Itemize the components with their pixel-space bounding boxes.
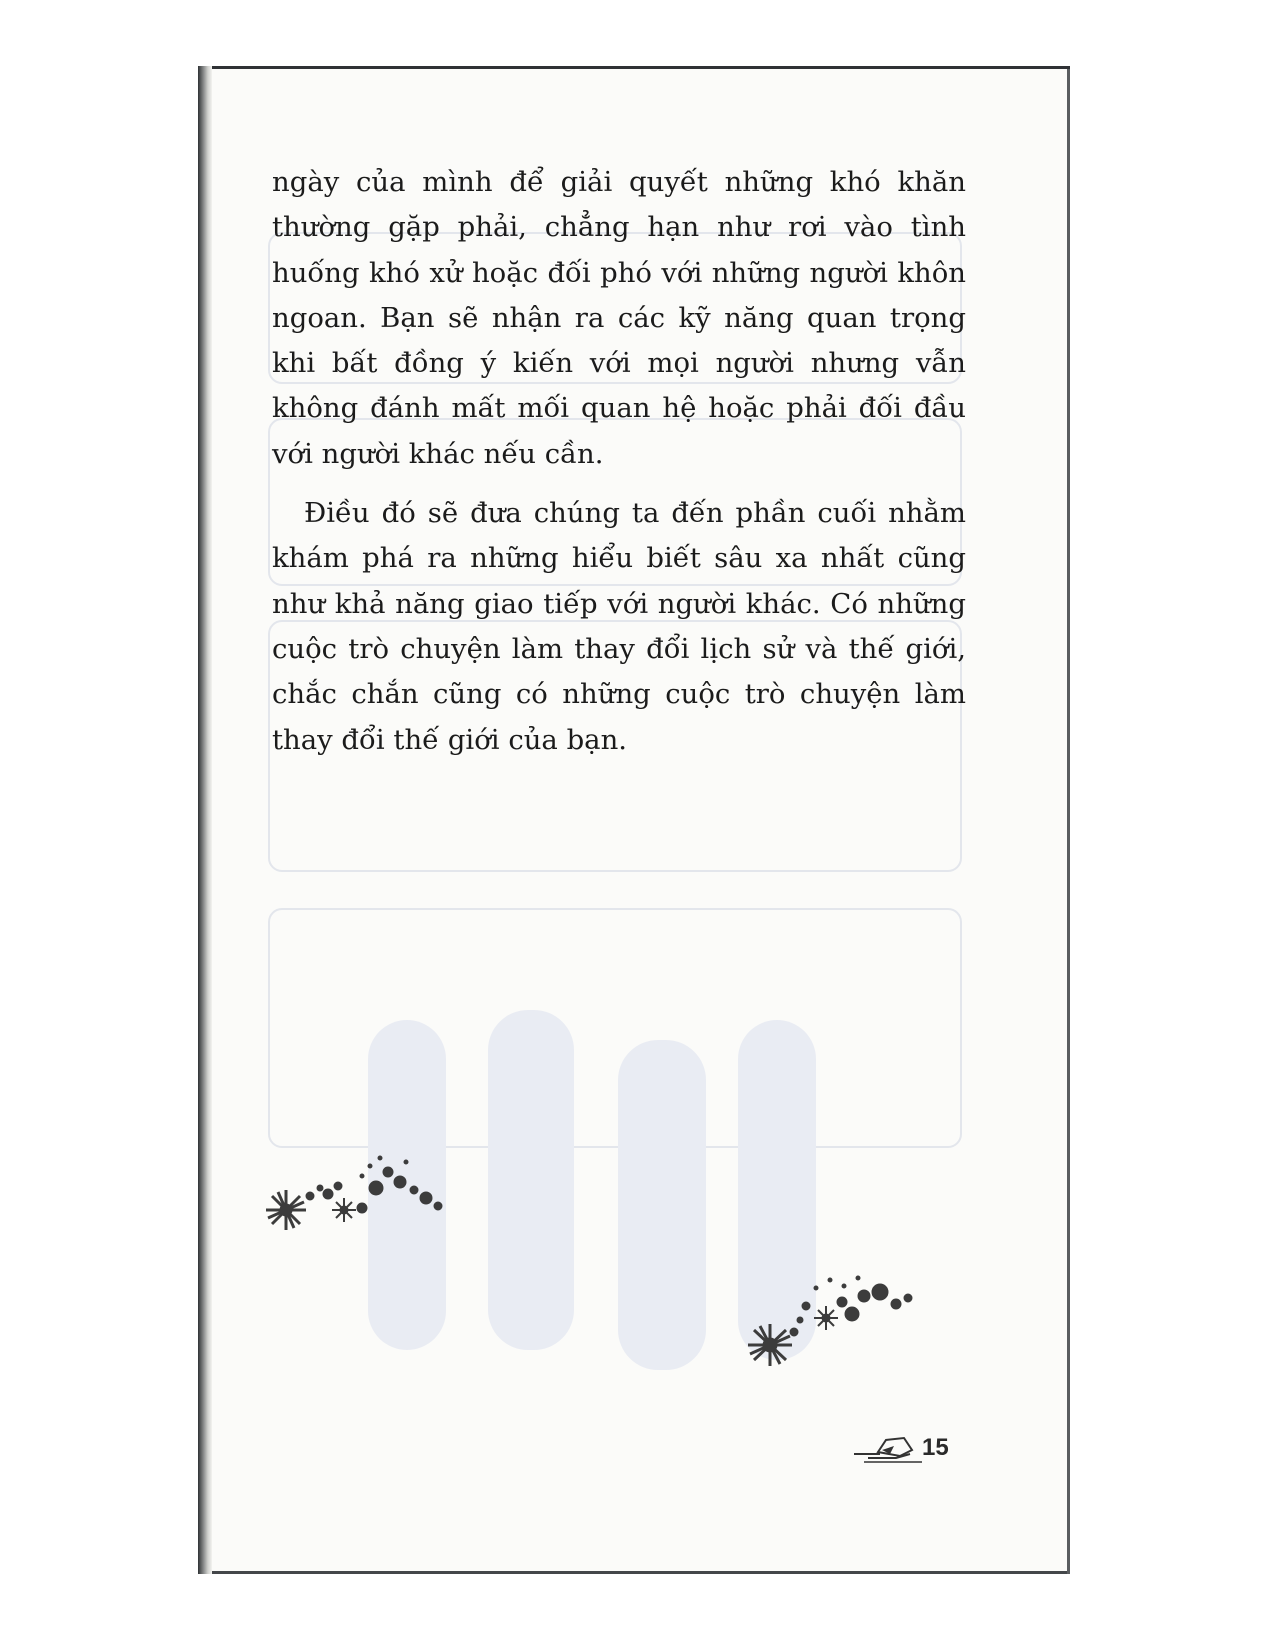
bleed-silhouette	[488, 1010, 574, 1350]
paragraph: ngày của mình để giải quyết những khó khăn thường gặp phải, chẳng hạn như rơi vào tình huống khó xử hoặc đối phó với những người khôn ngoan. Bạn sẽ nhận ra các kỹ năng quan trọng khi bất đồng ý kiến với mọi người nhưng vẫn không đánh mất mối quan hệ hoặc phải đối đầu với người khác nếu cần.	[272, 166, 966, 470]
page-number: 15	[922, 1434, 949, 1461]
page-number-doodle-icon	[850, 1428, 922, 1464]
splatter-decoration-left	[258, 1150, 458, 1270]
bleed-silhouette	[618, 1040, 706, 1370]
body-text	[272, 160, 966, 771]
paragraph: Điều đó sẽ đưa chúng ta đến phần cuối nhằm khám phá ra những hiểu biết sâu xa nhất cũng như khả năng giao tiếp với người khác. Có những cuộc trò chuyện làm thay đổi lịch sử và thế giới, chắc chắn cũng có những cuộc trò chuyện làm thay đổi thế giới của bạn.	[272, 497, 966, 756]
splatter-decoration-right	[734, 1268, 934, 1388]
book-spine	[198, 66, 212, 1574]
